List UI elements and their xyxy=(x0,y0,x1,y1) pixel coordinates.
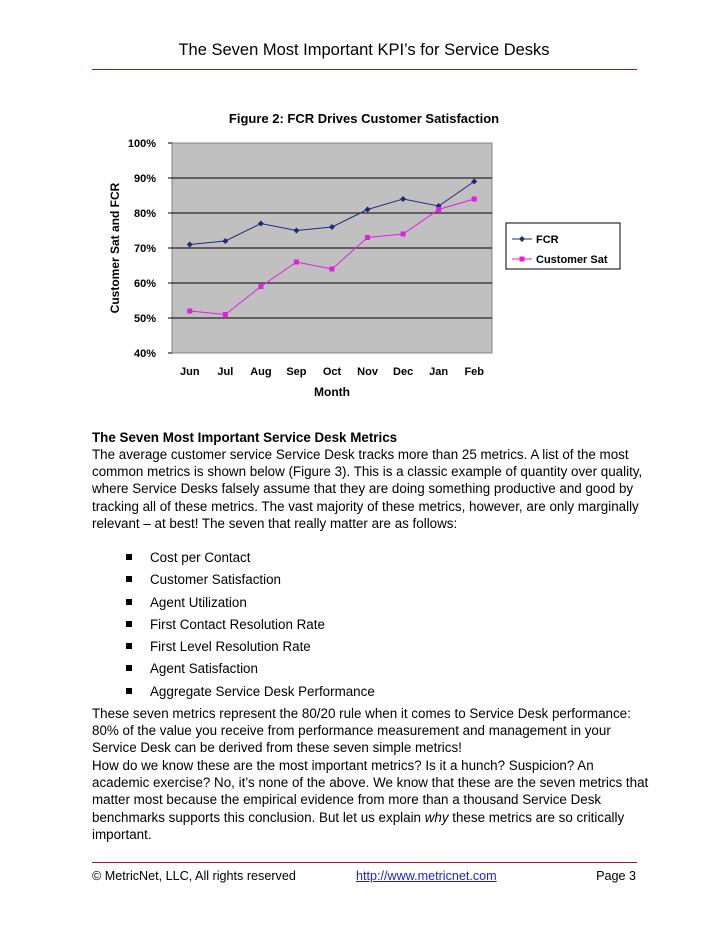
fcr-customer-sat-chart xyxy=(92,125,632,415)
x-tick-label: Sep xyxy=(286,366,307,378)
metric-label: Agent Satisfaction xyxy=(150,661,258,677)
footer-page-number: Page 3 xyxy=(596,869,636,883)
metric-label: Agent Utilization xyxy=(150,594,247,610)
x-tick-label: Jul xyxy=(217,366,234,378)
x-tick-label: Jun xyxy=(179,366,200,378)
square-bullet-icon xyxy=(126,554,132,560)
y-tick-label: 80% xyxy=(133,208,156,220)
customer-sat-point xyxy=(436,207,441,212)
square-bullet-icon xyxy=(126,599,132,605)
legend-label: FCR xyxy=(536,234,559,246)
y-axis-label: Customer Sat and FCR xyxy=(108,182,122,314)
metric-item xyxy=(92,571,375,593)
evidence-text-end: these metrics are so critically important. xyxy=(92,809,625,842)
intro-paragraph: The average customer service Service Desk tracks more than 25 metrics. A list of the most common metrics is shown below (Figure 3). This is a classic example of quantity over quality, where Service Desks falsely assume that they are doing something productive and good by tracking all of these metrics. The vast majority of these metrics, however, are only marginally relevant – at best! The seven that really matter are as follows: xyxy=(92,447,643,531)
x-axis-label: Month xyxy=(314,385,350,399)
customer-sat-point xyxy=(401,232,406,237)
customer-sat-point xyxy=(187,309,192,314)
metric-item xyxy=(92,683,375,705)
rule-8020-paragraph: These seven metrics represent the 80/20 rule when it comes to Service Desk performance: 80% of the value you receive from performance measurement and management in your Service Desk can be derived from these seven simple metrics! xyxy=(92,706,631,756)
metric-label: First Level Resolution Rate xyxy=(150,639,311,655)
metric-item xyxy=(92,549,375,571)
y-tick-labels xyxy=(128,138,156,360)
metric-label: Cost per Contact xyxy=(150,550,251,565)
figure-caption: Figure 2: FCR Drives Customer Satisfaction xyxy=(228,111,500,126)
square-bullet-icon xyxy=(126,688,132,694)
footer-website-link[interactable]: http://www.metricnet.com xyxy=(356,869,497,883)
metric-label: Aggregate Service Desk Performance xyxy=(150,683,375,699)
square-bullet-icon xyxy=(126,643,132,649)
footer-copyright: © MetricNet, LLC, All rights reserved xyxy=(92,869,296,883)
customer-sat-point xyxy=(223,312,228,317)
y-tick-label: 40% xyxy=(133,348,156,360)
metric-item xyxy=(92,660,375,682)
customer-sat-point xyxy=(294,260,299,265)
metric-list xyxy=(92,549,375,705)
legend-square-icon xyxy=(520,257,525,262)
y-tick-label: 50% xyxy=(133,313,156,325)
header-rule xyxy=(92,69,637,70)
x-tick-labels xyxy=(180,366,484,378)
legend xyxy=(506,223,620,269)
header-title: The Seven Most Important KPI’s for Service Desks xyxy=(178,41,550,59)
evidence-paragraph xyxy=(92,757,652,843)
x-tick-label: Dec xyxy=(393,366,414,378)
x-tick-label: Aug xyxy=(250,366,272,378)
square-bullet-icon xyxy=(126,665,132,671)
customer-sat-point xyxy=(258,284,263,289)
evidence-emphasis: why xyxy=(424,809,449,825)
customer-sat-point xyxy=(365,235,370,240)
y-tick-label: 60% xyxy=(133,278,156,290)
x-tick-label: Feb xyxy=(464,366,485,378)
x-tick-label: Nov xyxy=(357,366,378,378)
square-bullet-icon xyxy=(126,621,132,627)
y-tick-label: 70% xyxy=(133,243,156,255)
y-tick-label: 90% xyxy=(133,173,156,185)
x-tick-label: Jan xyxy=(429,366,449,378)
metric-item xyxy=(92,616,375,638)
footer-rule xyxy=(92,862,637,863)
section-heading: The Seven Most Important Service Desk Metrics xyxy=(92,430,398,445)
x-tick-label: Oct xyxy=(322,366,342,378)
y-tick-label: 100% xyxy=(127,138,156,150)
metric-item xyxy=(92,594,375,616)
square-bullet-icon xyxy=(126,576,132,582)
metric-label: First Contact Resolution Rate xyxy=(150,616,325,632)
customer-sat-point xyxy=(330,267,335,272)
customer-sat-point xyxy=(472,197,477,202)
legend-label: Customer Sat xyxy=(536,254,608,266)
evidence-text-start: How do we know these are the most important metrics? Is it a hunch? Suspicion? An academic exercise? No, it’s none of the above. We know that these are the seven metrics that matter most because the empirical evidence from more than a thousand Service Desk benchmarks supports this conclusion. But let us explain xyxy=(92,758,649,825)
metric-label: Customer Satisfaction xyxy=(150,572,281,588)
metric-item xyxy=(92,638,375,660)
